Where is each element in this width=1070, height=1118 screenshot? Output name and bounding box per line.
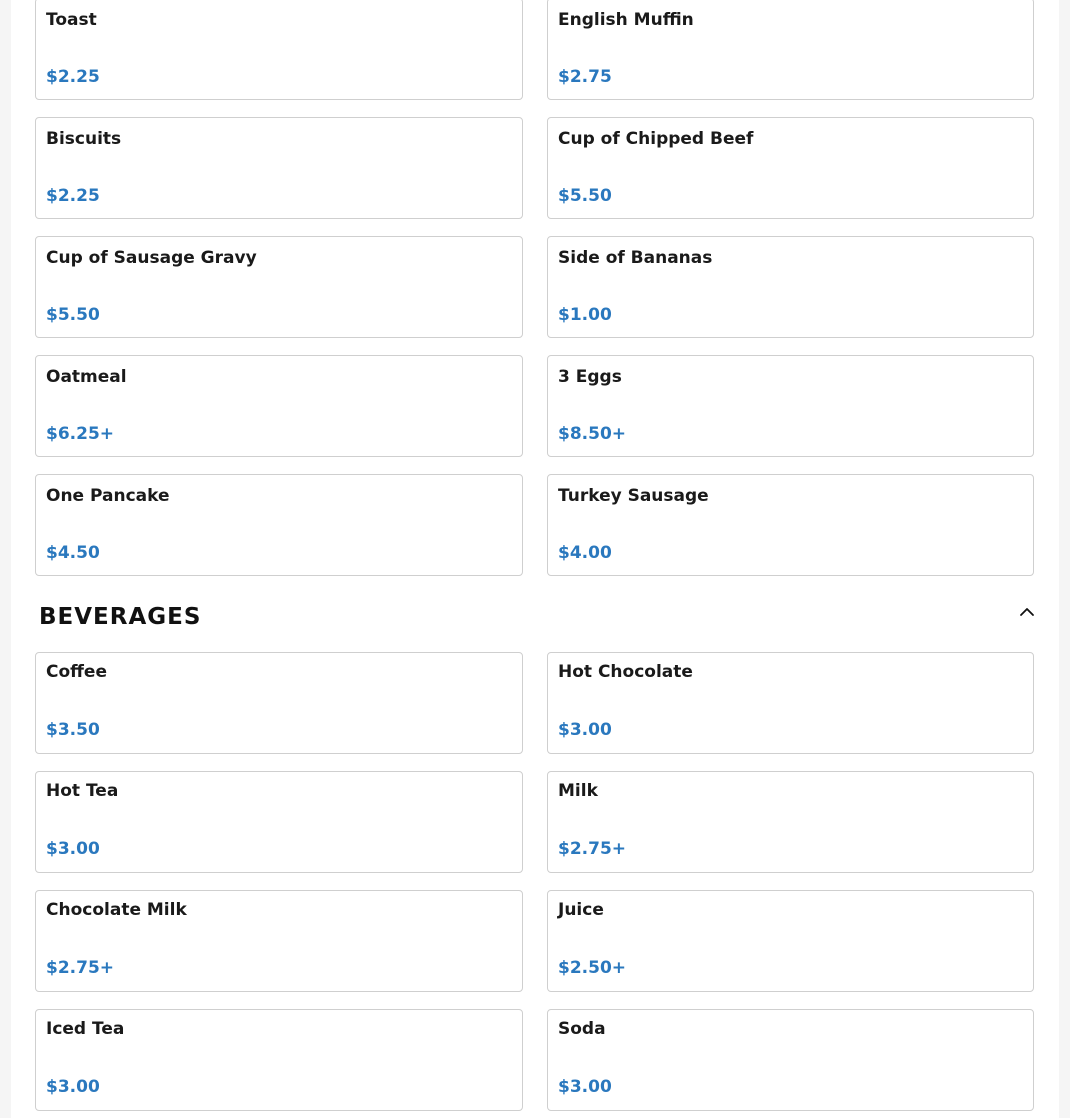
chevron-up-icon[interactable] [1018, 603, 1036, 621]
menu-item-name: Chocolate Milk [46, 900, 187, 920]
menu-item-price: $6.25+ [46, 424, 115, 444]
menu-item-card[interactable] [35, 236, 523, 338]
menu-item-name: Side of Bananas [558, 248, 713, 268]
menu-item-price: $3.00 [558, 720, 612, 740]
menu-item-name: Milk [558, 781, 598, 801]
menu-item-price: $3.00 [46, 839, 100, 859]
menu-item-card[interactable] [35, 355, 523, 457]
menu-item-name: Cup of Sausage Gravy [46, 248, 257, 268]
section-title: BEVERAGES [39, 604, 202, 630]
breakfast-sides-grid [35, 0, 1034, 576]
menu-item-card[interactable] [547, 236, 1034, 338]
menu-item-price: $3.00 [46, 1077, 100, 1097]
menu-item-price: $8.50+ [558, 424, 627, 444]
menu-item-price: $2.75 [558, 67, 612, 87]
menu-item-name: Toast [46, 10, 97, 30]
menu-item-price: $2.50+ [558, 958, 627, 978]
menu-item-price: $2.25 [46, 67, 100, 87]
menu-item-card[interactable] [35, 1009, 523, 1111]
menu-item-card[interactable] [35, 117, 523, 219]
menu-item-card[interactable] [547, 474, 1034, 576]
menu-page [11, 0, 1059, 1118]
menu-item-name: Cup of Chipped Beef [558, 129, 754, 149]
menu-item-price: $4.00 [558, 543, 612, 563]
menu-item-name: Oatmeal [46, 367, 127, 387]
menu-item-card[interactable] [547, 117, 1034, 219]
menu-item-price: $1.00 [558, 305, 612, 325]
menu-item-card[interactable] [547, 890, 1034, 992]
menu-item-name: Juice [558, 900, 604, 920]
menu-item-name: Biscuits [46, 129, 122, 149]
menu-item-name: Turkey Sausage [558, 486, 709, 506]
menu-item-name: Iced Tea [46, 1019, 125, 1039]
menu-item-card[interactable] [547, 355, 1034, 457]
menu-item-price: $2.75+ [46, 958, 115, 978]
menu-item-name: Hot Chocolate [558, 662, 693, 682]
menu-item-price: $3.50 [46, 720, 100, 740]
menu-item-price: $2.25 [46, 186, 100, 206]
menu-item-card[interactable] [35, 474, 523, 576]
beverages-section-header[interactable] [35, 598, 1035, 638]
menu-item-name: Coffee [46, 662, 107, 682]
menu-item-price: $5.50 [46, 305, 100, 325]
menu-item-name: Soda [558, 1019, 606, 1039]
menu-item-card[interactable] [547, 0, 1034, 100]
menu-item-name: One Pancake [46, 486, 170, 506]
beverages-grid [35, 652, 1034, 1111]
menu-item-card[interactable] [547, 771, 1034, 873]
menu-item-name: 3 Eggs [558, 367, 622, 387]
menu-item-price: $2.75+ [558, 839, 627, 859]
menu-item-card[interactable] [547, 1009, 1034, 1111]
menu-item-card[interactable] [35, 771, 523, 873]
menu-item-card[interactable] [35, 652, 523, 754]
menu-item-card[interactable] [35, 0, 523, 100]
menu-item-price: $5.50 [558, 186, 612, 206]
menu-item-price: $3.00 [558, 1077, 612, 1097]
menu-item-price: $4.50 [46, 543, 100, 563]
menu-item-name: English Muffin [558, 10, 694, 30]
menu-item-name: Hot Tea [46, 781, 119, 801]
menu-item-card[interactable] [547, 652, 1034, 754]
menu-item-card[interactable] [35, 890, 523, 992]
